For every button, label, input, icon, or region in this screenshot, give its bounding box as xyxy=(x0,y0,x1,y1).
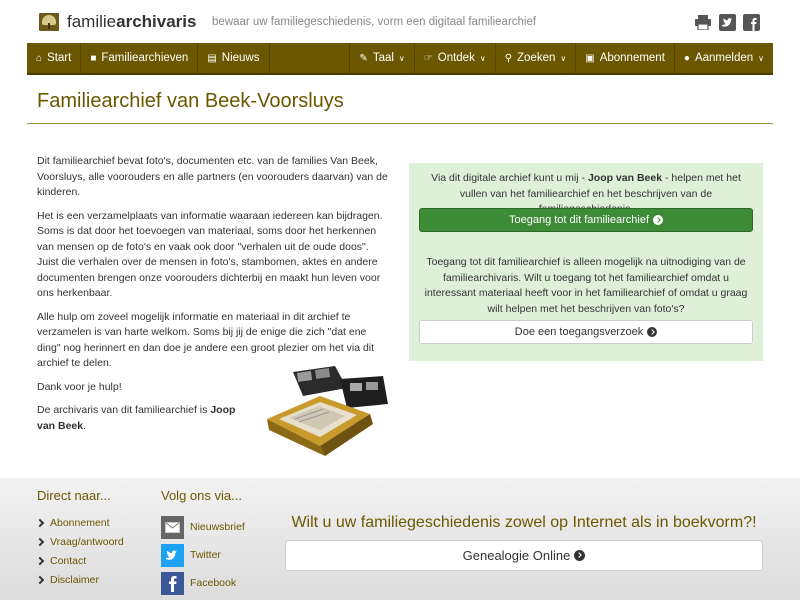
intro-paragraph-3: Alle hulp om zoveel mogelijk informatie en materiaal in dit archief te verzamelen is van harte welkom. Soms bij jij de enige die zich "dat ene ding" nog herinnert en dan doe je andere een groot plezier om het via dit archief te delen. xyxy=(37,310,375,369)
footer-facebook-link[interactable]: Facebook xyxy=(161,569,245,597)
intro-paragraph-4: Dank voor je hulp! xyxy=(37,380,122,393)
book-icon: ■ xyxy=(90,52,97,64)
circle-arrow-right-icon xyxy=(647,327,657,337)
nav-taal[interactable]: ✎ Taal ∨ xyxy=(349,43,413,73)
nav-right xyxy=(349,43,773,73)
facebook-icon[interactable] xyxy=(742,13,760,31)
access-archive-button[interactable]: Toegang tot dit familiearchief xyxy=(419,208,753,232)
access-intro-text: Via dit digitale archief kunt u mij - Joop van Beek - helpen met het vullen van het familiearchief en het beschrijven van de xyxy=(431,172,741,200)
footer-follow xyxy=(161,488,245,597)
newspaper-icon: ▤ xyxy=(207,52,217,64)
footer-link-disclaimer[interactable]: Disclaimer xyxy=(37,570,124,589)
nav-familiearchieven[interactable]: ■ Familiearchieven xyxy=(81,43,198,73)
main-nav xyxy=(27,43,773,75)
chevron-right-icon xyxy=(36,537,44,545)
nav-zoeken[interactable]: ⚲ Zoeken ∨ xyxy=(495,43,576,73)
chevron-down-icon: ∨ xyxy=(758,53,764,63)
intro-paragraph-5: De archivaris van dit familiearchief is Joop van Beek. xyxy=(37,404,236,432)
envelope-icon xyxy=(161,516,184,539)
circle-arrow-right-icon xyxy=(574,550,585,561)
nav-spacer xyxy=(270,43,350,73)
footer-direct-heading: Direct naar... xyxy=(37,488,111,503)
brand-name: familiearchivaris xyxy=(67,12,197,31)
footer xyxy=(0,478,800,600)
footer-direct-links xyxy=(37,488,124,589)
footer-follow-heading: Volg ons via... xyxy=(161,488,242,503)
nav-aanmelden[interactable]: ● Aanmelden ∨ xyxy=(674,43,773,73)
chevron-down-icon: ∨ xyxy=(398,53,405,63)
access-panel xyxy=(409,163,763,361)
chevron-right-icon xyxy=(36,556,44,564)
footer-twitter-link[interactable]: Twitter xyxy=(161,541,245,569)
nav-start[interactable]: ⌂ Start xyxy=(27,43,81,73)
tagline: bewaar uw familiegeschiedenis, vorm een digitaal familiearchief xyxy=(212,16,537,28)
chevron-down-icon: ∨ xyxy=(560,53,567,63)
footer-link-contact[interactable]: Contact xyxy=(37,551,124,570)
archive-box-image xyxy=(265,364,390,456)
hand-pointer-icon: ☞ xyxy=(423,52,433,64)
intro-paragraph-2: Het is een verzamelplaats van informatie waaraan iedereen kan bijdragen. Soms is dat door het toevoegen van materiaal, soms door het herkennen van mensen op de foto's en vaak ook door "verhalen uit de oude doos". Juist die verhalen over de mensen in foto's, stambomen, aktes en andere documenten brengen onze voorouders dichterbij en maakt hun leven voor ons herkenbaar. xyxy=(37,209,383,299)
search-icon: ⚲ xyxy=(504,52,513,64)
header xyxy=(0,0,800,42)
intro-paragraph-1: Dit familiearchief bevat foto's, documenten etc. van de families Van Beek, Voorsluys, alle voorouders en alle partners (en voorouders daarvan) van de kinderen. xyxy=(37,155,388,198)
nav-abonnement[interactable]: ▣ Abonnement xyxy=(575,43,674,73)
facebook-icon xyxy=(161,572,184,595)
circle-arrow-right-icon xyxy=(653,215,663,225)
chevron-down-icon: ∨ xyxy=(479,53,486,63)
title-divider xyxy=(27,123,773,124)
footer-newsletter-link[interactable]: Nieuwsbrief xyxy=(161,513,245,541)
access-info-text: Toegang tot dit familiearchief is alleen mogelijk na uitnodiging van de familiearchivaris. Wilt u toegang tot het familiearchief omdat u interessant materiaal heeft voor in het familiearchief of omdat u graag wilt helpen met het beschrijven van foto's? xyxy=(424,256,748,315)
site-logo-link[interactable] xyxy=(39,12,196,32)
nav-nieuws[interactable]: ▤ Nieuws xyxy=(198,43,269,73)
footer-link-faq[interactable]: Vraag/antwoord xyxy=(37,532,124,551)
header-social xyxy=(694,13,760,31)
language-icon: ✎ xyxy=(359,52,368,64)
access-request-button[interactable]: Doe een toegangsverzoek xyxy=(419,320,753,344)
chevron-right-icon xyxy=(36,518,44,526)
footer-cta-text: Wilt u uw familiegeschiedenis zowel op Internet als in boekvorm?! xyxy=(291,514,757,531)
archivist-name: Joop van Beek xyxy=(37,404,236,432)
page-title: Familiearchief van Beek-Voorsluys xyxy=(37,90,344,112)
print-icon[interactable] xyxy=(694,13,712,31)
genealogie-online-button[interactable]: Genealogie Online xyxy=(285,540,763,571)
lock-icon: ● xyxy=(683,52,690,64)
chevron-right-icon xyxy=(36,575,44,583)
home-icon: ⌂ xyxy=(36,52,43,64)
twitter-icon[interactable] xyxy=(718,13,736,31)
tree-logo-icon xyxy=(39,13,59,31)
nav-ontdek[interactable]: ☞ Ontdek ∨ xyxy=(414,43,495,73)
twitter-icon xyxy=(161,544,184,567)
footer-link-abonnement[interactable]: Abonnement xyxy=(37,513,124,532)
cart-icon: ▣ xyxy=(585,52,595,64)
